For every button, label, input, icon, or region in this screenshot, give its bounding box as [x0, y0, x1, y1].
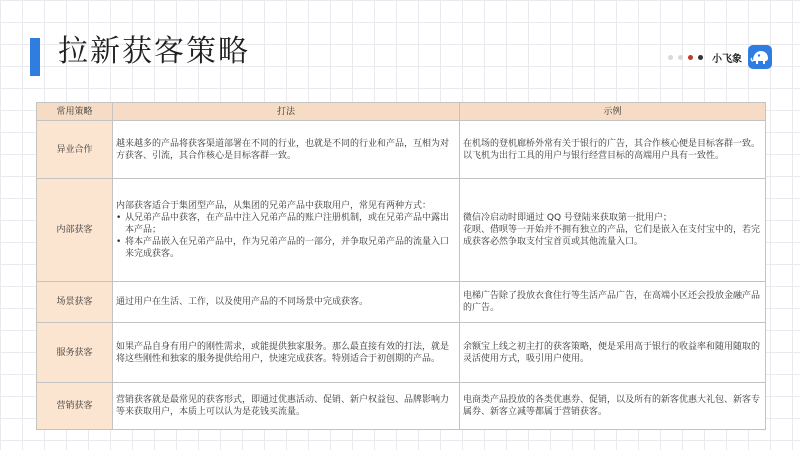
strategy-cell: 服务获客 [37, 323, 113, 383]
example-cell: 电梯广告除了投放衣食住行等生活产品广告，在高端小区还会投放金融产品的广告。 [460, 282, 766, 323]
decor-dot-4 [698, 55, 703, 60]
bullet-icon: • [116, 237, 122, 247]
bullet-icon: • [116, 213, 122, 223]
table-row [37, 121, 766, 179]
method-cell: 营销获客就是最常见的获客形式，即通过优惠活动、促销、新户权益包、品牌影响力等来获取用户，本质上可以认为是花钱买流量。 [113, 383, 460, 430]
brand-name: 小飞象 [712, 53, 742, 65]
example-cell: 在机场的登机廊桥外常有关于银行的广告，其合作核心便是目标客群一致。以飞机为出行工具的用户与银行经营目标的高端用户具有一致性。 [460, 121, 766, 179]
example-cell: 余额宝上线之初主打的获客策略，便是采用高于银行的收益率和随用随取的灵活使用方式，吸引用户使用。 [460, 323, 766, 383]
title-accent-bar [30, 38, 40, 76]
strategy-cell: 异业合作 [37, 121, 113, 179]
strategy-cell: 营销获客 [37, 383, 113, 430]
method-cell: 如果产品自身有用户的刚性需求，或能提供独家服务。那么最直接有效的打法，就是将这些刚性和独家的服务提供给用户，快速完成获客。特别适合于初创期的产品。 [113, 323, 460, 383]
brand [668, 44, 772, 70]
table-row [37, 323, 766, 383]
strategy-cell: 场景获客 [37, 282, 113, 323]
example-line: 微信冷启动时即通过 QQ 号登陆来获取第一批用户； [463, 213, 672, 223]
method-intro: 内部获客适合于集团型产品，从集团的兄弟产品中获取用户，常见有两种方式： [116, 201, 432, 211]
decor-dot-1 [668, 55, 673, 60]
table-header-row [37, 103, 766, 121]
method-bullet [116, 212, 456, 236]
header-method: 打法 [113, 103, 460, 121]
example-line: 花呗、借呗等一开始并不拥有独立的产品，它们是嵌入在支付宝中的，若完成获客必然争取支付宝首页或其他流量入口。 [463, 225, 761, 247]
strategy-table [36, 102, 766, 430]
method-cell: 通过用户在生活、工作，以及使用产品的不同场景中完成获客。 [113, 282, 460, 323]
method-bullet-text: 将本产品嵌入在兄弟产品中，作为兄弟产品的一部分，并争取兄弟产品的流量入口来完成获客。 [125, 237, 450, 259]
strategy-cell: 内部获客 [37, 179, 113, 282]
table-row [37, 282, 766, 323]
example-cell: 电商类产品投放的各类优惠券、促销，以及所有的新客优惠大礼包、新客专属券、新客立减等都属于营销获客。 [460, 383, 766, 430]
elephant-logo-icon [748, 45, 772, 69]
decor-dot-2 [678, 55, 683, 60]
header-example: 示例 [460, 103, 766, 121]
decor-dot-3 [688, 55, 693, 60]
header-strategy: 常用策略 [37, 103, 113, 121]
method-cell [113, 179, 460, 282]
page-title: 拉新获客策略 [58, 34, 250, 69]
example-cell [460, 179, 766, 282]
method-bullet-text: 从兄弟产品中获客，在产品中注入兄弟产品的账户注册机制，或在兄弟产品中露出本产品； [125, 213, 450, 235]
table-row [37, 383, 766, 430]
method-bullet [116, 236, 456, 260]
method-cell: 越来越多的产品将获客渠道部署在不同的行业，也就是不同的行业和产品，互相为对方获客、引流，其合作核心是目标客群一致。 [113, 121, 460, 179]
strategy-table-container [36, 102, 765, 430]
table-row [37, 179, 766, 282]
